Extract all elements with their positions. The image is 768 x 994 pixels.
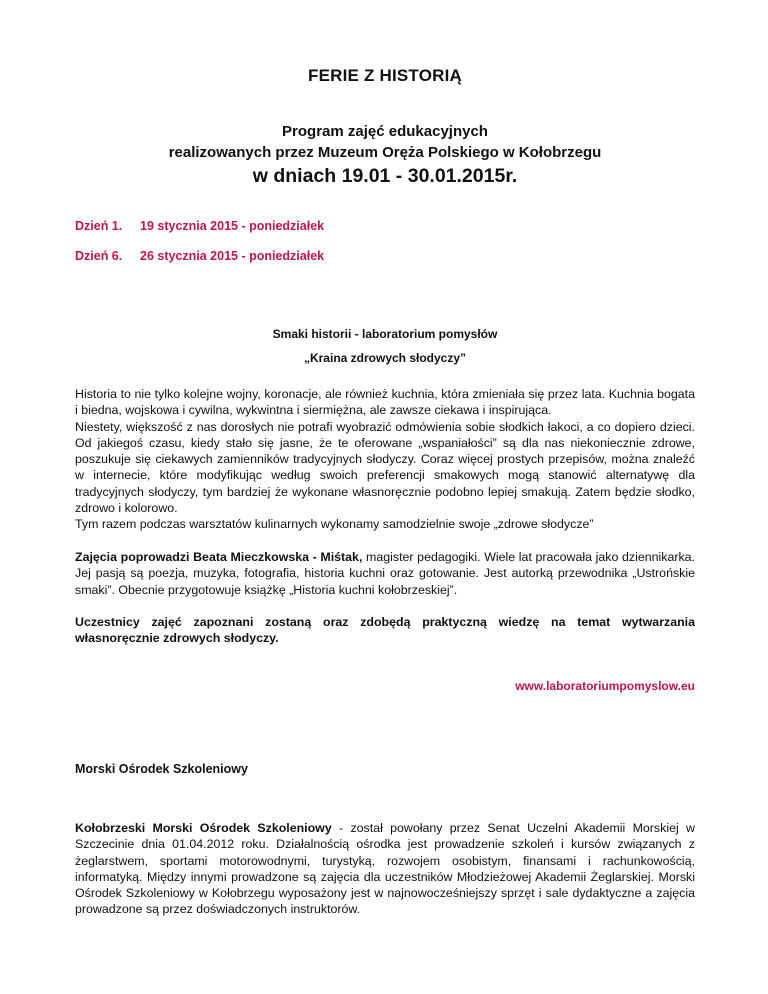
- osrodek-paragraph: [75, 820, 695, 918]
- program-subtitle: Program zajęć edukacyjnych: [282, 123, 488, 140]
- instructor-paragraph: [75, 549, 695, 598]
- outcome-paragraph: Uczestnicy zajęć zapoznani zostaną oraz zdobędą praktyczną wiedzę na temat wytwarzania własnoręcznie zdrowych słodyczy.: [75, 615, 695, 646]
- day-date: 26 stycznia 2015 - poniedziałek: [140, 249, 325, 263]
- website-link[interactable]: www.laboratoriumpomyslow.eu: [515, 679, 695, 693]
- program-dates: w dniach 19.01 - 30.01.2015r.: [252, 165, 518, 187]
- section-heading: Morski Ośrodek Szkoleniowy: [75, 762, 248, 776]
- day-label: Dzień 6.: [75, 249, 123, 263]
- workshop-intro: Historia to nie tylko kolejne wojny, koronacje, ale również kuchnia, która zmieniała się przez lata. Kuchnia bogata i biedna, wojskowa i cywilna, wykwintna i siermiężna, ale zawsze ciekawa i inspirująca. Niestety, większość z nas dorosłych nie potrafi wyobrazić odmówienia sobie słodkich łakoci, a co dopiero dzieci. Od jakiegoś czasu, kiedy stało się jasne, że te oferowane „wspaniałości” są dla nas niekoniecznie zdrowe, poszukuje się ciekawych zamienników tradycyjnych słodyczy. Coraz więcej prostych przepisów, można znaleźć w internecie, które modyfikując według swoich preferencji smakowych mogą stanowić alternatywę dla tradycyjnych słodyczy, tym bardziej że wykonane własnoręcznie podobno lepiej smakują. Zatem będzie słodko, zdrowo i kolorowo. Tym razem podczas warsztatów kulinarnych wykonamy samodzielnie swoje „zdrowe słodycze”: [75, 387, 695, 532]
- day-label: Dzień 1.: [75, 219, 123, 233]
- osrodek-name: Kołobrzeski Morski Ośrodek Szkoleniowy: [75, 821, 332, 835]
- workshop-title: Smaki historii - laboratorium pomysłów: [272, 327, 498, 341]
- instructor-bio: magister pedagogiki. Wiele lat pracowała jako dziennikarka. Jej pasją są poezja, muzyka, fotografia, historia kuchni oraz gotowanie. Jest autorką przewodnika „Ustrońskie smaki”. Obecnie przygotowuje książkę „Historia kuchni kołobrzeskiej”.: [75, 550, 695, 597]
- osrodek-description: - został powołany przez Senat Uczelni Akademii Morskiej w Szczecinie dnia 01.04.2012 roku. Działalnością ośrodka jest prowadzenie szkoleń i kursów związanych z żeglarstwem, sportami motorowodnymi, turystyką, rozwojem osobistym, finansami i rachunkowością, informatyką. Między innymi prowadzone są zajęcia dla uczestników Młodzieżowej Akademii Żeglarskiej. Morski Ośrodek Szkoleniowy w Kołobrzegu wyposażony jest w najnowocześniejszy sprzęt i sale dydaktyczne a zajęcia prowadzone są przez doświadczonych instruktorów.: [75, 821, 695, 917]
- day-date: 19 stycznia 2015 - poniedziałek: [140, 219, 325, 233]
- museum-subtitle: realizowanych przez Muzeum Oręża Polskiego w Kołobrzegu: [168, 144, 602, 161]
- workshop-subtitle: „Kraina zdrowych słodyczy”: [303, 351, 467, 365]
- instructor-name: Zajęcia poprowadzi Beata Mieczkowska - Miśtak,: [75, 550, 363, 564]
- page-title: FERIE Z HISTORIĄ: [307, 66, 462, 85]
